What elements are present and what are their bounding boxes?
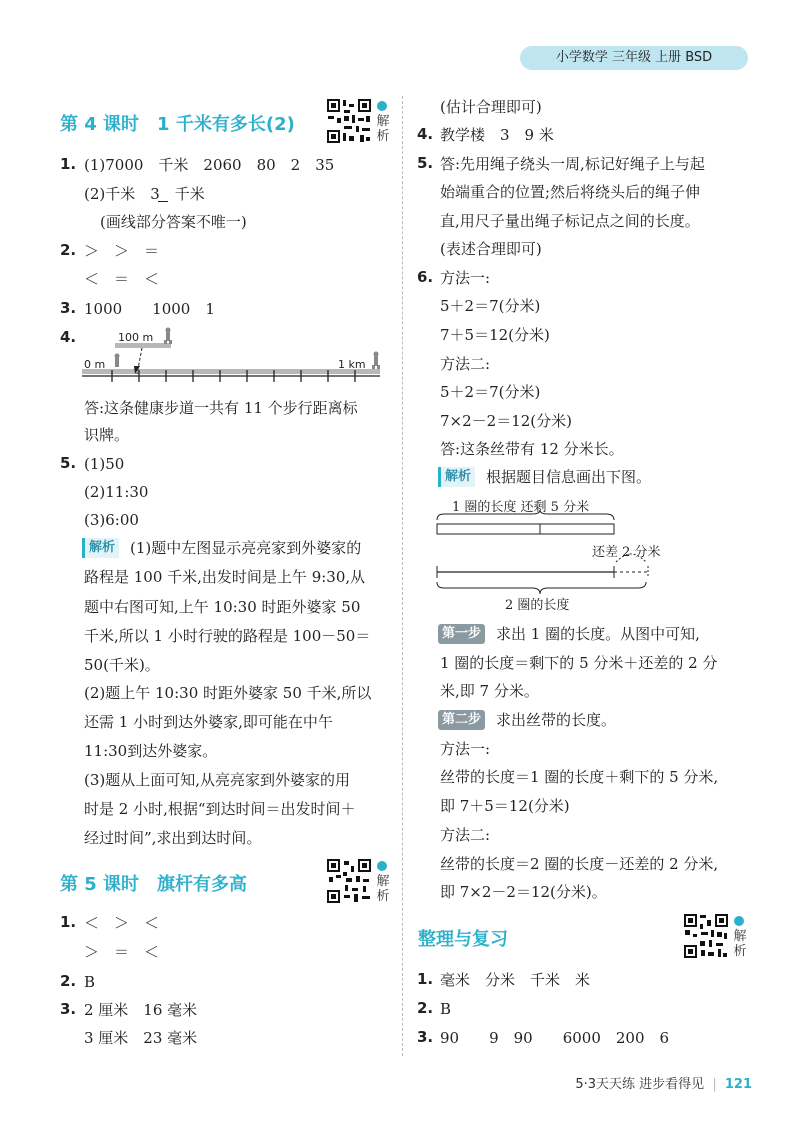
question-number: 4.	[60, 328, 77, 346]
answer-text: (2)千米 3 千米	[84, 185, 205, 203]
step-text: 米,即 7 分米。	[440, 682, 539, 700]
step-text: 方法一:	[440, 740, 491, 758]
answer-text: (1)50	[84, 455, 125, 473]
step-text: 求出 1 圈的长度。从图中可知,	[496, 625, 700, 643]
answer-text: 90 9 90 6000 200 6	[440, 1029, 670, 1047]
analysis-text: 千米,所以 1 小时行驶的路程是 100－50＝	[84, 627, 371, 645]
analysis-text: 路程是 100 千米,出发时间是上午 9:30,从	[84, 568, 366, 586]
step-text: 方法二:	[440, 826, 491, 844]
play-icon	[377, 101, 387, 111]
question-number: 5.	[60, 454, 77, 472]
lesson5-title: 第 5 课时 旗杆有多高	[60, 874, 248, 895]
answer-text: (2)11:30	[84, 483, 149, 501]
analysis-text: 经过时间”,求出到达时间。	[84, 829, 262, 847]
qr-code-icon[interactable]	[683, 913, 729, 959]
answer-note: (画线部分答案不唯一)	[100, 213, 247, 231]
qr-label: 解析	[376, 874, 390, 904]
answer-text: ＞ ＝ ＜	[84, 943, 160, 961]
answer-text: 7×2－2＝12(分米)	[440, 412, 572, 430]
answer-text: (3)6:00	[84, 511, 139, 529]
question-number: 2.	[60, 972, 77, 990]
analysis-text: 11:30到达外婆家。	[84, 742, 218, 760]
answer-text: 答:先用绳子绕头一周,标记好绳子上与起	[440, 155, 705, 173]
analysis-text: (3)题从上面可知,从亮亮家到外婆家的用	[84, 771, 351, 789]
answer-text: ＜ ＞ ＜	[84, 914, 160, 932]
answer-text: 方法一:	[440, 269, 491, 287]
answer-text: 教学楼 3 9 米	[440, 126, 554, 144]
label-1km: 1 km	[338, 358, 366, 371]
diagram-label-top: 1 圈的长度 还剩 5 分米	[452, 500, 590, 515]
underline-mark	[158, 201, 168, 202]
analysis-text: 50(千米)。	[84, 656, 160, 674]
step-text: 丝带的长度＝1 圈的长度＋剩下的 5 分米,	[440, 768, 719, 786]
answer-text: 2 厘米 16 毫米	[84, 1001, 198, 1019]
step2-tag: 第二步	[438, 710, 485, 730]
answer-text: 5＋2＝7(分米)	[440, 383, 541, 401]
step-text: 即 7×2－2＝12(分米)。	[440, 883, 607, 901]
analysis-tag: 解析	[438, 467, 475, 487]
analysis-text: 根据题目信息画出下图。	[486, 468, 652, 486]
label-100m: 100 m	[118, 331, 154, 344]
answer-text: (1)7000 千米 2060 80 2 35	[84, 156, 335, 174]
page-footer: 5·3天天练 进步看得见 | 121	[575, 1077, 752, 1092]
question-number: 3.	[60, 1000, 77, 1018]
answer-text: (表述合理即可)	[440, 240, 542, 258]
qr-code-icon[interactable]	[326, 858, 372, 904]
answer-text: 答:这条丝带有 12 分米长。	[440, 440, 624, 458]
step-text: 求出丝带的长度。	[496, 711, 617, 729]
answer-text: 3 厘米 23 毫米	[84, 1029, 198, 1047]
step-text: 1 圈的长度＝剩下的 5 分米＋还差的 2 分	[440, 654, 718, 672]
qr-label: 解析	[733, 929, 747, 959]
answer-text: 识牌。	[84, 426, 130, 444]
play-icon	[734, 916, 744, 926]
answer-text: 方法二:	[440, 355, 491, 373]
analysis-text: 时是 2 小时,根据“到达时间＝出发时间＋	[84, 800, 356, 818]
answer-text: 7＋5＝12(分米)	[440, 326, 550, 344]
answer-text: ＞ ＞ ＝	[84, 242, 160, 260]
analysis-text: 题中右图可知,上午 10:30 时距外婆家 50	[84, 598, 361, 616]
question-number: 3.	[60, 299, 77, 317]
answer-text: 5＋2＝7(分米)	[440, 297, 541, 315]
label-0m: 0 m	[84, 358, 106, 371]
analysis-text: (2)题上午 10:30 时距外婆家 50 千米,所以	[84, 684, 372, 702]
question-number: 1.	[60, 913, 77, 931]
step-text: 丝带的长度＝2 圈的长度－还差的 2 分米,	[440, 855, 719, 873]
diagram-label-bottom: 2 圈的长度	[505, 598, 570, 613]
page-number: 121	[724, 1077, 752, 1092]
step-text: 即 7＋5＝12(分米)	[440, 797, 570, 815]
answer-text: 1000 1000 1	[84, 300, 215, 318]
qr-code-icon[interactable]	[326, 98, 372, 144]
step1-tag: 第一步	[438, 624, 485, 644]
answer-text: 直,用尺子量出绳子标记点之间的长度。	[440, 212, 700, 230]
analysis-text: 还需 1 小时到达外婆家,即可能在中午	[84, 713, 333, 731]
analysis-text: (1)题中左图显示亮亮家到外婆家的	[130, 539, 362, 557]
review-title: 整理与复习	[418, 929, 508, 950]
ribbon-length-diagram	[436, 510, 652, 600]
column-divider	[402, 96, 403, 1056]
answer-text: (估计合理即可)	[440, 98, 542, 116]
answer-text: B	[440, 1000, 452, 1018]
answer-text: ＜ ＝ ＜	[84, 270, 160, 288]
book-header-badge: 小学数学 三年级 上册 BSD	[520, 46, 748, 70]
diagram-label-diff: 还差 2 分米	[592, 545, 661, 560]
analysis-tag: 解析	[82, 538, 119, 558]
qr-label: 解析	[376, 114, 390, 144]
lesson4-title: 第 4 课时 1 千米有多长(2)	[60, 114, 295, 135]
question-number: 1.	[60, 155, 77, 173]
answer-text: 毫米 分米 千米 米	[440, 971, 591, 989]
question-number: 3.	[417, 1028, 434, 1046]
answer-text: B	[84, 973, 96, 991]
answer-text: 答:这条健康步道一共有 11 个步行距离标	[84, 399, 358, 417]
footer-slogan: 5·3天天练 进步看得见	[575, 1077, 705, 1092]
play-icon	[377, 861, 387, 871]
question-number: 1.	[417, 970, 434, 988]
answer-text: 始端重合的位置;然后将绕头后的绳子伸	[440, 183, 701, 201]
question-number: 5.	[417, 154, 434, 172]
question-number: 2.	[417, 999, 434, 1017]
question-number: 6.	[417, 268, 434, 286]
question-number: 2.	[60, 241, 77, 259]
question-number: 4.	[417, 125, 434, 143]
